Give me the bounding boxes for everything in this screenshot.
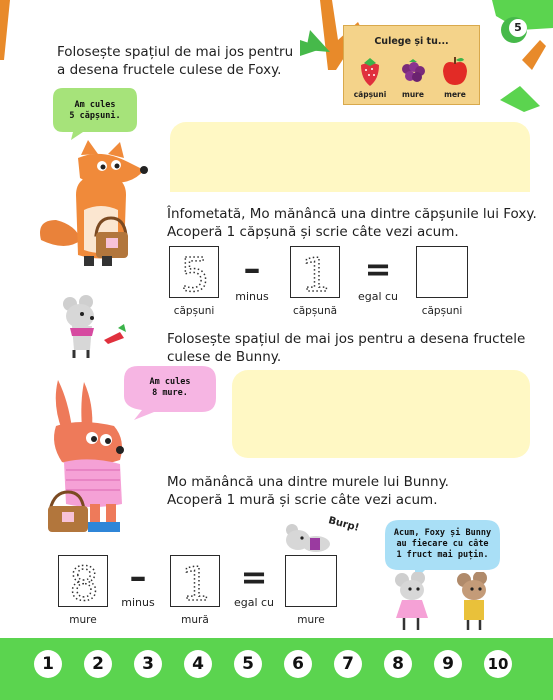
minus-word: minus: [235, 290, 269, 303]
result-speech-bubble: [385, 520, 500, 574]
sign-title: Culege și tu...: [374, 36, 449, 47]
equals-sign: =: [240, 558, 268, 596]
equals-word: egal cu: [357, 290, 399, 303]
bubble-line: 5 căpșuni.: [69, 111, 121, 121]
label-answer: mure: [297, 614, 325, 626]
number-box-second: [170, 555, 220, 607]
number-line-item: 8: [384, 650, 412, 678]
apple-icon: [440, 55, 470, 87]
instruction-line: Mo mănâncă una dintre murele lui Bunny.: [167, 474, 449, 490]
bubble-line: Am cules: [74, 100, 116, 110]
sign-label-blackberries: mure: [402, 90, 424, 99]
sign-label-apples: mere: [444, 90, 466, 99]
equals-sign: =: [364, 250, 392, 288]
strawberry-icon: [357, 57, 383, 87]
instruction-line: Folosește spațiul de mai jos pentru: [57, 44, 294, 60]
label-first: mure: [69, 614, 97, 626]
traced-digit: 5: [180, 248, 210, 299]
label-answer: căpșuni: [421, 305, 463, 317]
number-box-first: [169, 246, 219, 298]
number-line-item: 6: [284, 650, 312, 678]
blackberry-icon: [399, 59, 427, 85]
bubble-line: Acum, Foxy și Bunny: [393, 528, 492, 538]
number-line-item: 4: [184, 650, 212, 678]
fruit-sign: [343, 25, 480, 105]
instruction-draw-foxy: [57, 43, 337, 79]
traced-digit: 1: [301, 248, 331, 299]
mo-mouse-illustration: [52, 292, 132, 362]
minus-sign: –: [243, 249, 261, 289]
number-line-item: 1: [34, 650, 62, 678]
number-line-item: 5: [234, 650, 262, 678]
instruction-line: Înfometată, Mo mănâncă una dintre căpșunile lui Foxy.: [167, 206, 537, 222]
number-line-item: 10: [484, 650, 512, 678]
bubble-line: 8 mure.: [152, 388, 188, 398]
number-line-item: 3: [134, 650, 162, 678]
minus-word: minus: [121, 596, 155, 609]
number-box-first: [58, 555, 108, 607]
two-mice-illustration: [388, 572, 508, 634]
burp-text: Burp!: [327, 515, 361, 534]
traced-digit: 8: [69, 557, 99, 608]
number-box-second: [290, 246, 340, 298]
number-line-item: 2: [84, 650, 112, 678]
answer-box[interactable]: [285, 555, 337, 607]
sign-label-strawberries: căpșuni: [353, 90, 387, 99]
number-line-item: 9: [434, 650, 462, 678]
foxy-illustration: [36, 140, 156, 270]
minus-sign: –: [129, 557, 147, 597]
foxy-speech-bubble: [53, 88, 137, 134]
drawing-area-bunny[interactable]: [232, 370, 530, 458]
number-line-item: 7: [334, 650, 362, 678]
tree-decoration-left: [0, 0, 16, 60]
instruction-line: Acoperă 1 mură și scrie câte vezi acum.: [167, 492, 438, 508]
instruction-line: a desena fructele culese de Foxy.: [57, 62, 282, 78]
label-second: căpșună: [292, 305, 338, 317]
label-second: mură: [181, 614, 209, 626]
number-line-bar: [0, 638, 553, 700]
traced-digit: 1: [181, 557, 211, 608]
label-first: căpșuni: [173, 305, 215, 317]
instruction-mo-eats-blackberry: [167, 473, 547, 509]
equals-word: egal cu: [233, 596, 275, 609]
instruction-line: culese de Bunny.: [167, 349, 282, 365]
bunny-illustration: [40, 380, 150, 540]
instruction-line: Acoperă 1 căpșună și scrie câte vezi acum.: [167, 224, 459, 240]
mo-burp-illustration: [282, 522, 332, 558]
answer-box[interactable]: [416, 246, 468, 298]
instruction-draw-bunny: [167, 330, 547, 366]
instruction-line: Folosește spațiul de mai jos pentru a desena fructele: [167, 331, 526, 347]
bubble-line: Am cules: [149, 377, 191, 387]
drawing-area-foxy[interactable]: [170, 122, 530, 192]
bubble-line: au fiecare cu câte: [396, 539, 489, 549]
bubble-line: 1 fruct mai puțin.: [396, 550, 489, 560]
instruction-mo-eats-strawberry: [167, 205, 547, 241]
page-number-badge: 5: [509, 19, 527, 37]
